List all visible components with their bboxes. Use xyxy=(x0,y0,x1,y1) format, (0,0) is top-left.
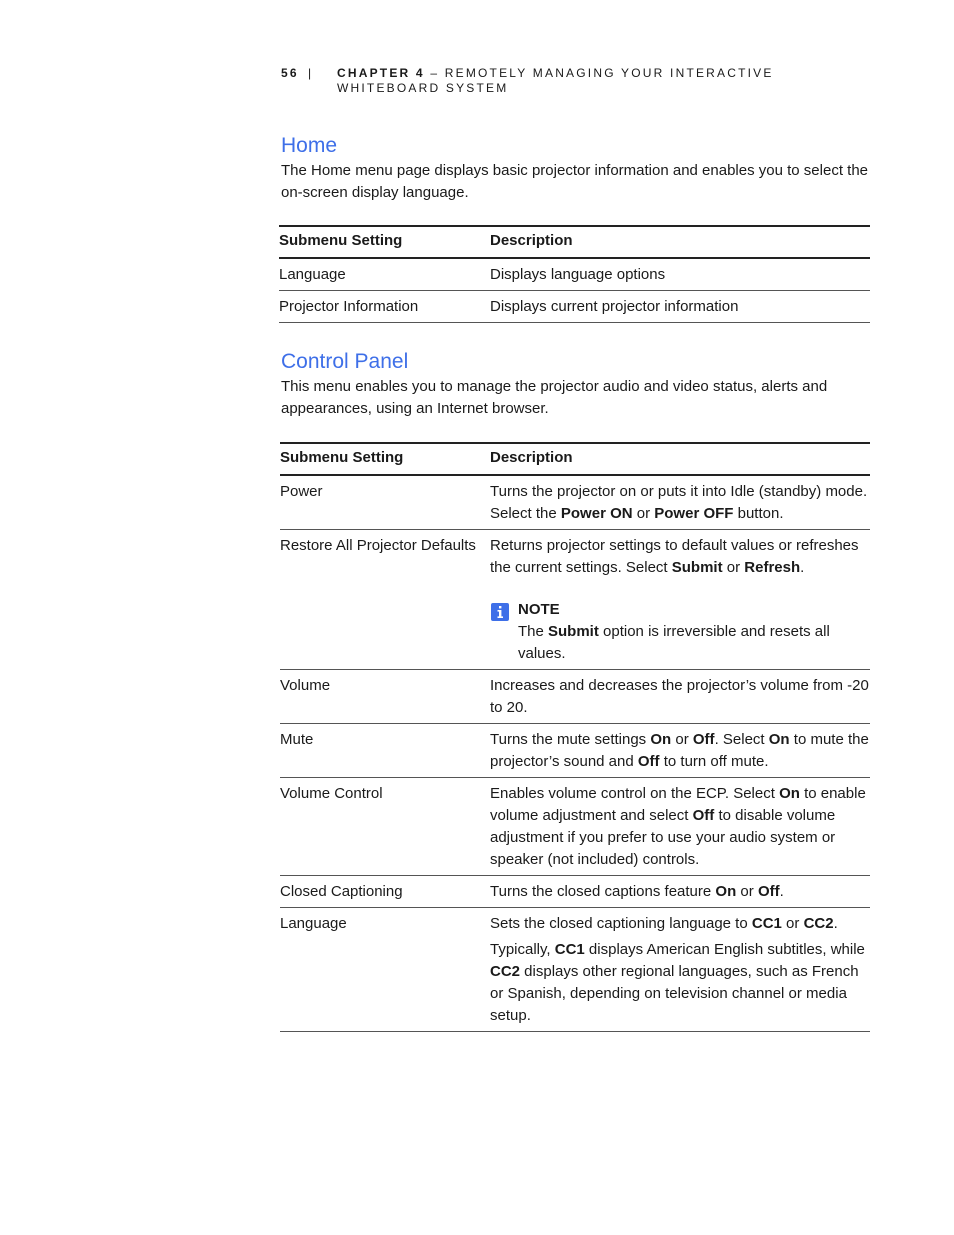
text-run: Sets the closed captioning language to xyxy=(490,915,752,932)
text-run: or xyxy=(781,915,804,932)
bold-term: CC1 xyxy=(554,941,585,958)
row-setting: Volume xyxy=(280,670,490,724)
text-run: or xyxy=(736,883,758,900)
text-run: to disable volume adjustment if you prefer to use your audio system or speaker (not included) controls. xyxy=(490,807,836,868)
row-setting: Volume Control xyxy=(280,778,490,876)
bold-term: On xyxy=(715,883,737,900)
bold-term: CC2 xyxy=(490,963,521,980)
description-text xyxy=(490,881,870,903)
text-run: to turn off mute. xyxy=(659,753,769,770)
row-setting: Projector Information xyxy=(279,291,490,323)
text-run: or xyxy=(632,505,655,522)
text-run: Returns projector settings to default values or refreshes the current settings. Select xyxy=(490,537,859,576)
row-setting: Mute xyxy=(280,724,490,778)
table-row xyxy=(280,530,870,670)
home-heading: Home xyxy=(281,134,338,157)
header-submenu-setting: Submenu Setting xyxy=(280,443,490,475)
text-run: Turns the mute settings xyxy=(490,731,651,748)
header-description: Description xyxy=(490,226,870,258)
bold-term: On xyxy=(768,731,790,748)
chapter-title: – REMOTELY MANAGING YOUR INTERACTIVE WHITEBOARD SYSTEM xyxy=(337,66,774,95)
row-setting: Language xyxy=(279,258,490,291)
control-panel-intro: This menu enables you to manage the projector audio and video status, alerts and appearances, using an Internet browser. xyxy=(281,378,828,417)
home-table-header xyxy=(279,226,870,258)
text-run: . xyxy=(833,915,838,932)
row-description xyxy=(490,778,870,876)
bold-term: Off xyxy=(692,731,715,748)
control-panel-heading: Control Panel xyxy=(281,350,409,373)
bold-term: CC1 xyxy=(751,915,782,932)
bold-term: Power ON xyxy=(560,505,633,522)
row-description: Displays current projector information xyxy=(490,291,870,323)
text-run: Turns the projector on or puts it into Idle (standby) mode. Select the xyxy=(490,483,868,522)
row-setting: Closed Captioning xyxy=(280,876,490,908)
table-row xyxy=(280,876,870,908)
info-icon xyxy=(491,603,509,621)
bold-term: Off xyxy=(637,753,660,770)
note-title: NOTE xyxy=(518,601,560,618)
text-run: Turns the closed captions feature xyxy=(490,883,716,900)
text-run: option is irreversible and resets all values. xyxy=(518,623,830,662)
text-run: Enables volume control on the ECP. Select xyxy=(490,785,780,802)
row-setting: Language xyxy=(280,908,490,1032)
text-run: or xyxy=(722,559,745,576)
table-row xyxy=(280,778,870,876)
row-setting: Power xyxy=(280,475,490,530)
description-text xyxy=(490,729,870,773)
text-run: Increases and decreases the projector’s volume from -20 to 20. xyxy=(490,677,869,716)
bold-term: Off xyxy=(757,883,780,900)
text-run: to mute the projector’s sound and xyxy=(490,731,869,770)
table-row xyxy=(279,258,870,291)
control-panel-table-header xyxy=(280,443,870,475)
control-panel-table xyxy=(280,442,870,1032)
description-text xyxy=(490,481,870,525)
description-text xyxy=(490,939,870,1027)
text-run: or xyxy=(671,731,693,748)
row-description xyxy=(490,670,870,724)
page-number: 56 xyxy=(281,66,299,80)
table-row xyxy=(280,908,870,1032)
header-separator: | xyxy=(308,66,314,80)
row-description xyxy=(490,475,870,530)
bold-term: Power OFF xyxy=(654,505,734,522)
text-run: The xyxy=(518,623,549,640)
home-table xyxy=(279,225,870,323)
chapter-heading xyxy=(337,66,877,96)
row-setting: Restore All Projector Defaults xyxy=(280,530,490,670)
row-description xyxy=(490,724,870,778)
row-description xyxy=(490,530,870,670)
text-run: displays American English subtitles, while xyxy=(584,941,865,958)
row-description xyxy=(490,908,870,1032)
bold-term: Submit xyxy=(548,623,599,640)
text-run: . xyxy=(800,559,805,576)
description-text xyxy=(490,535,870,579)
table-row xyxy=(280,724,870,778)
bold-term: Refresh xyxy=(744,559,801,576)
text-run: displays other regional languages, such as French or Spanish, depending on television channel or media setup. xyxy=(490,963,859,1024)
description-text xyxy=(490,675,870,719)
bold-term: On xyxy=(650,731,672,748)
bold-term: Off xyxy=(692,807,715,824)
table-row xyxy=(280,475,870,530)
note-callout xyxy=(490,599,870,665)
row-description: Displays language options xyxy=(490,258,870,291)
header-submenu-setting: Submenu Setting xyxy=(279,226,490,258)
bold-term: On xyxy=(779,785,800,802)
note-body xyxy=(518,621,870,665)
chapter-label: CHAPTER 4 xyxy=(337,66,425,80)
text-run: Typically, xyxy=(490,941,555,958)
bold-term: Submit xyxy=(671,559,723,576)
text-run: to enable volume adjustment and select xyxy=(490,785,866,824)
table-row xyxy=(280,670,870,724)
text-run: . xyxy=(779,883,784,900)
text-run: button. xyxy=(733,505,784,522)
text-run: . Select xyxy=(714,731,769,748)
home-intro: The Home menu page displays basic projector information and enables you to select the on-screen display language. xyxy=(281,162,868,201)
description-text xyxy=(490,783,870,871)
table-row xyxy=(279,291,870,323)
bold-term: CC2 xyxy=(803,915,834,932)
description-text xyxy=(490,913,870,935)
header-description: Description xyxy=(490,443,870,475)
row-description xyxy=(490,876,870,908)
